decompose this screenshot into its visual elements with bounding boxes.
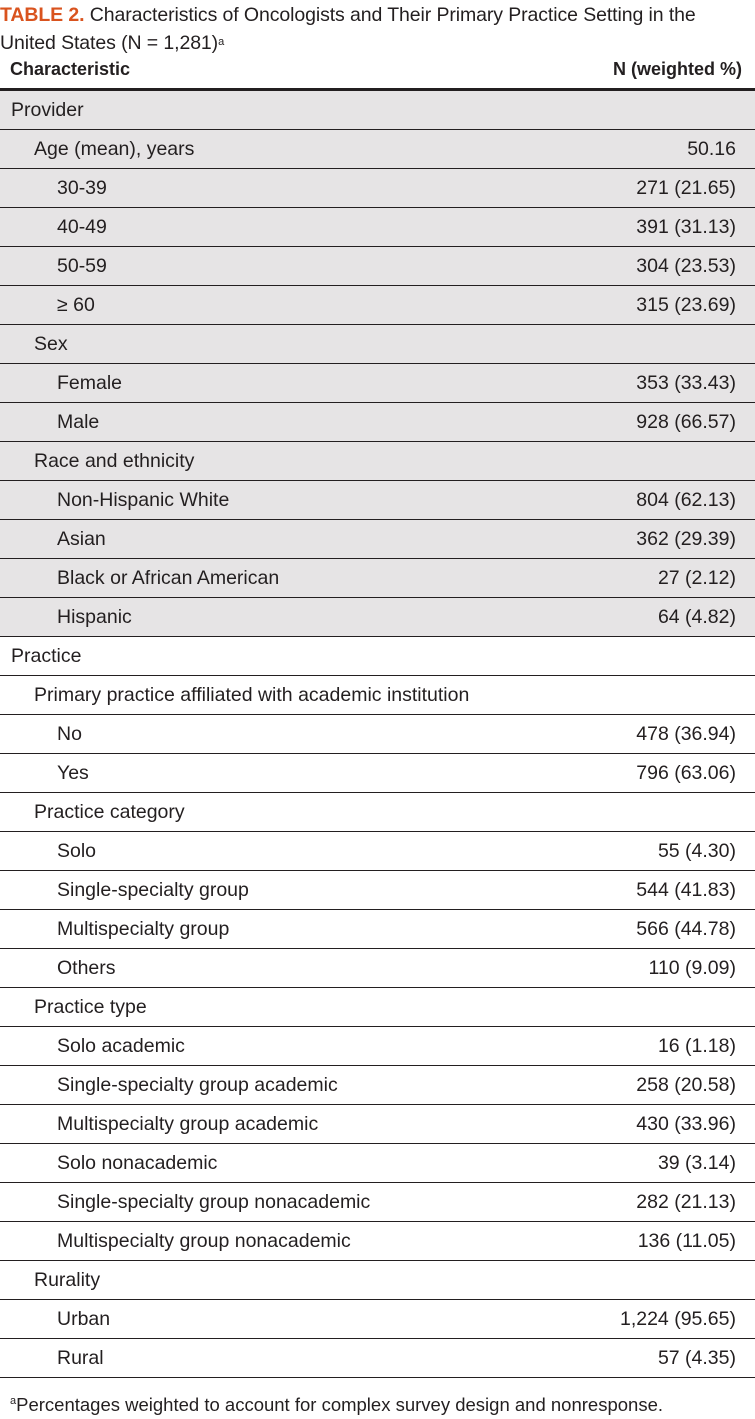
row-label: Solo nonacademic [57,1152,218,1174]
row-label: Rural [57,1347,104,1369]
header-characteristic: Characteristic [10,59,131,79]
row-value: 57 (4.35) [657,1347,736,1369]
table-row [0,988,755,1027]
row-label: Rurality [34,1269,101,1291]
row-label: Practice category [34,801,185,823]
table-row [0,325,755,364]
row-value: 64 (4.82) [657,606,736,628]
row-value: 282 (21.13) [636,1191,736,1213]
row-value: 315 (23.69) [636,294,736,316]
table-row [0,910,755,949]
row-label: Single-specialty group academic [57,1074,338,1096]
row-label: Male [57,411,100,433]
row-value: 391 (31.13) [636,216,736,238]
row-label: 40-49 [57,216,107,238]
table-row [0,208,755,247]
row-label: Sex [34,333,68,355]
row-value: 353 (33.43) [636,372,736,394]
row-value: 55 (4.30) [657,840,736,862]
table-row [0,871,755,910]
table-row [0,1300,755,1339]
row-label: Black or African American [57,567,280,589]
table-footnote [10,1394,663,1416]
table-header [0,56,755,90]
row-label: Female [57,372,123,394]
table-row [0,1183,755,1222]
table-row [0,637,755,676]
row-value: 50.16 [687,138,736,160]
table-row [0,1261,755,1300]
table-row [0,754,755,793]
row-label: Asian [57,528,106,550]
header-n-weighted: N (weighted %) [613,59,742,79]
table-row [0,559,755,598]
footnote-marker: a [10,1395,17,1407]
row-label: Non-Hispanic White [57,489,230,511]
table-label: TABLE 2. [0,4,85,26]
row-value: 27 (2.12) [657,567,736,589]
row-value: 258 (20.58) [636,1074,736,1096]
row-label: Race and ethnicity [34,450,195,472]
row-label: Primary practice affiliated with academic institution [34,684,470,706]
row-label: Others [57,957,116,979]
row-label: No [57,723,82,745]
footnote-text: Percentages weighted to account for complex survey design and nonresponse. [16,1394,663,1415]
row-label: Single-specialty group nonacademic [57,1191,371,1213]
row-label: Age (mean), years [34,138,195,160]
row-label: Urban [57,1308,111,1330]
table-row [0,1105,755,1144]
row-label: 50-59 [57,255,107,277]
table-row [0,832,755,871]
table-row [0,169,755,208]
table-row [0,1027,755,1066]
row-label: Hispanic [57,606,132,628]
row-label: Multispecialty group nonacademic [57,1230,351,1252]
table-row [0,1339,755,1378]
table-row [0,1222,755,1261]
row-label: Yes [57,762,89,784]
table-row [0,364,755,403]
table-row [0,130,755,169]
table-row [0,949,755,988]
row-value: 39 (3.14) [657,1152,736,1174]
row-value: 362 (29.39) [636,528,736,550]
row-value: 1,224 (95.65) [619,1308,736,1330]
row-value: 136 (11.05) [637,1230,736,1252]
table-row [0,403,755,442]
table-row [0,1144,755,1183]
table-body [0,91,755,1378]
row-label: Practice [11,645,82,667]
row-value: 430 (33.96) [636,1113,736,1135]
table-row [0,442,755,481]
row-label: 30-39 [57,177,107,199]
row-label: Solo [57,840,97,862]
row-value: 928 (66.57) [636,411,736,433]
row-value: 566 (44.78) [636,918,736,940]
row-value: 271 (21.65) [636,177,736,199]
table-row [0,247,755,286]
row-value: 804 (62.13) [636,489,736,511]
table-title: Characteristics of Oncologists and Their Primary Practice Setting in the United States (N = 1,281) [0,4,696,54]
row-value: 796 (63.06) [636,762,736,784]
table-row [0,91,755,130]
row-value: 304 (23.53) [636,255,736,277]
table-row [0,481,755,520]
row-label: Solo academic [57,1035,185,1057]
table-caption [0,1,755,57]
row-label: ≥ 60 [57,294,95,316]
table-row [0,793,755,832]
table-row [0,520,755,559]
row-label: Provider [11,99,84,121]
table-row [0,715,755,754]
row-label: Single-specialty group [57,879,249,901]
row-value: 16 (1.18) [657,1035,736,1057]
table-row [0,598,755,637]
table-row [0,676,755,715]
table-row [0,1066,755,1105]
row-value: 110 (9.09) [648,957,736,979]
row-label: Practice type [34,996,147,1018]
row-value: 544 (41.83) [636,879,736,901]
footnote-marker: a [218,36,225,48]
row-value: 478 (36.94) [636,723,736,745]
row-label: Multispecialty group academic [57,1113,319,1135]
row-label: Multispecialty group [57,918,230,940]
table-row [0,286,755,325]
